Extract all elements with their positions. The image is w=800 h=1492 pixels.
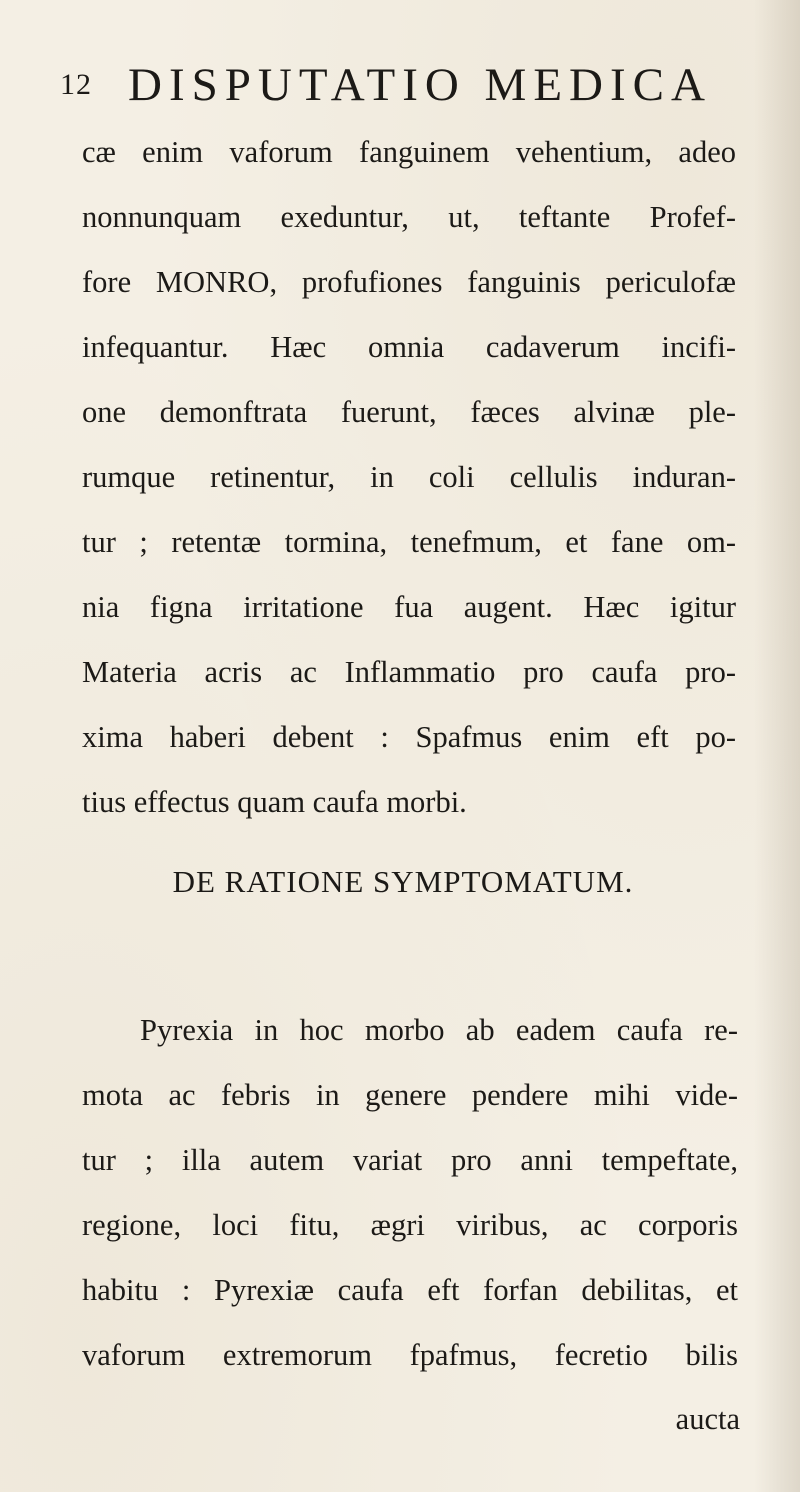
text-line: regione, loci fitu, ægri viribus, ac corporis [82, 1208, 738, 1242]
text-line: Materia acris ac Inflammatio pro caufa pro- [82, 655, 736, 689]
page-header [60, 58, 760, 111]
text-line: tius effectus quam caufa morbi. [82, 785, 467, 819]
text-line: xima haberi debent : Spafmus enim eft po- [82, 720, 736, 754]
text-line: vaforum extremorum fpafmus, fecretio bilis [82, 1338, 738, 1372]
text-line: mota ac febris in genere pendere mihi vide- [82, 1078, 738, 1112]
text-line: rumque retinentur, in coli cellulis induran- [82, 460, 736, 494]
text-line: fore MONRO, profufiones fanguinis periculofæ [82, 265, 736, 299]
text-line: one demonftrata fuerunt, fæces alvinæ ple- [82, 395, 736, 429]
running-title: DISPUTATIO MEDICA [128, 59, 712, 111]
text-line: tur ; illa autem variat pro anni tempeftate, [82, 1143, 738, 1177]
text-line: nia figna irritatione fua augent. Hæc igitur [82, 590, 736, 624]
page-edge-shadow [754, 0, 800, 1492]
catchword: aucta [675, 1402, 740, 1436]
text-line: nonnunquam exeduntur, ut, teftante Profef- [82, 200, 736, 234]
page-number: 12 [60, 68, 92, 101]
section-heading: DE RATIONE SYMPTOMATUM. [172, 864, 634, 899]
text-line: cæ enim vaforum fanguinem vehentium, adeo [82, 135, 736, 169]
text-line: tur ; retentæ tormina, tenefmum, et fane om- [82, 525, 736, 559]
text-line: habitu : Pyrexiæ caufa eft forfan debilitas, et [82, 1273, 738, 1307]
text-line: infequantur. Hæc omnia cadaverum incifi- [82, 330, 736, 364]
text-line: Pyrexia in hoc morbo ab eadem caufa re- [140, 1013, 738, 1047]
